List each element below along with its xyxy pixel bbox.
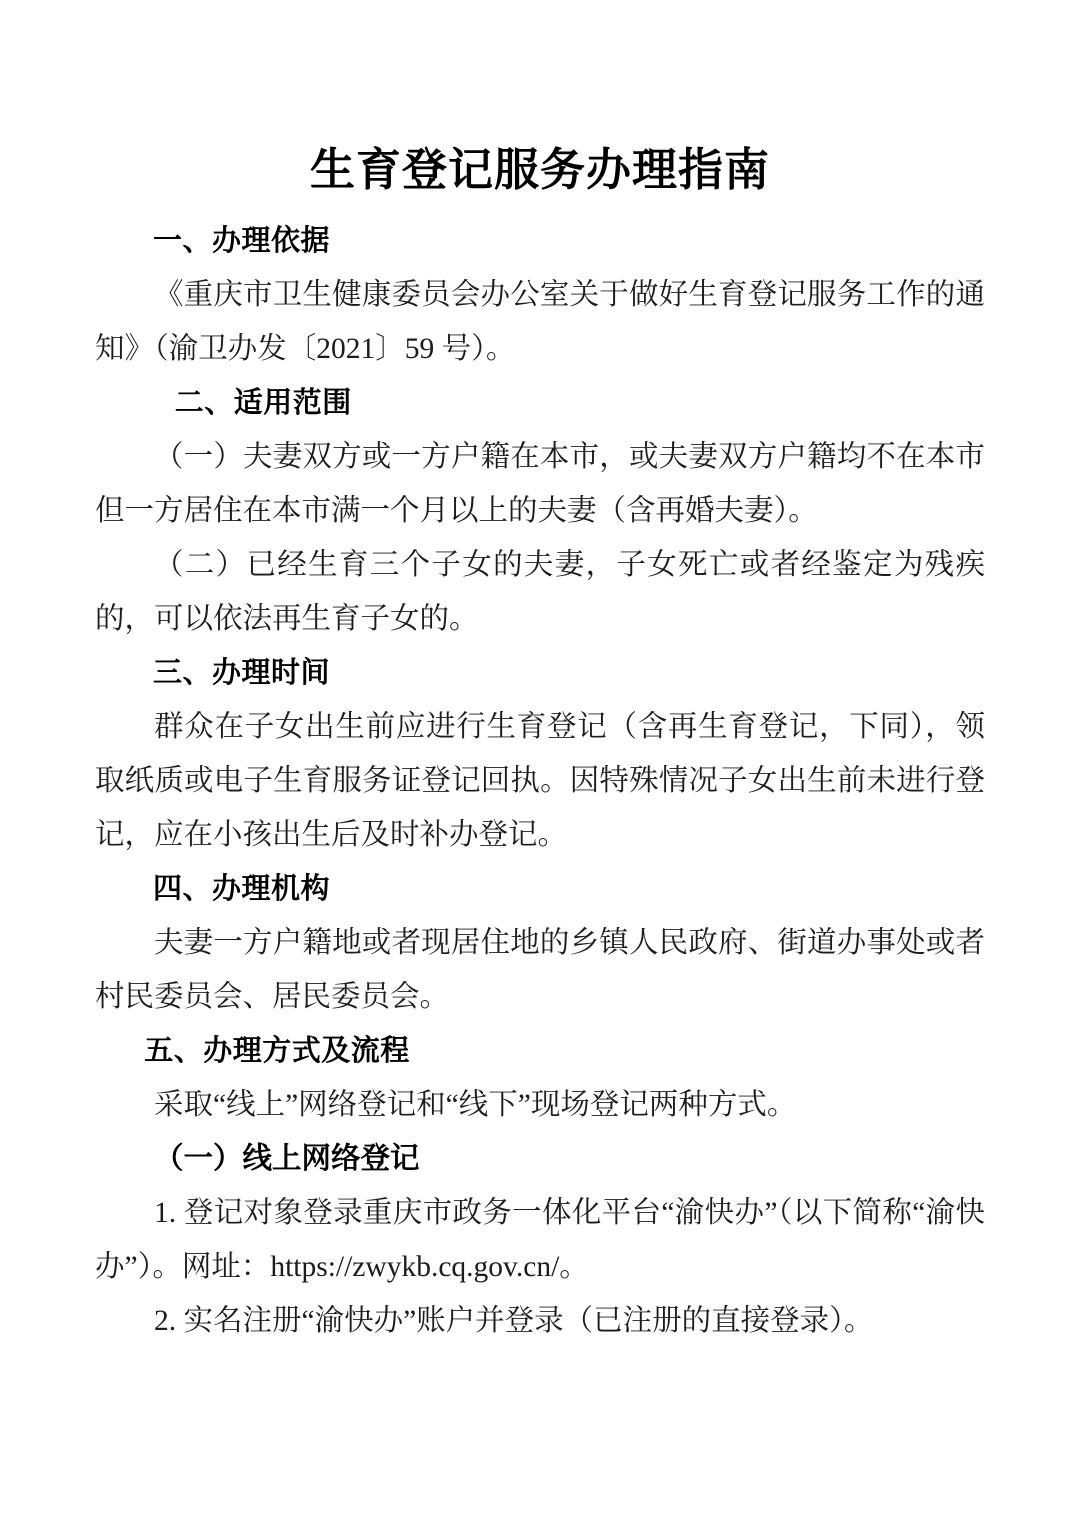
paragraph-agency: 夫妻一方户籍地或者现居住地的乡镇人民政府、街道办事处或者村民委员会、居民委员会。 [95, 927, 985, 1013]
document-title: 生育登记服务办理指南 [309, 145, 770, 195]
paragraph-time: 群众在子女出生前应进行生育登记（含再生育登记，下同），领取纸质或电子生育服务证登记回执。因特殊情况子女出生前未进行登记，应在小孩出生后及时补办登记。 [95, 711, 985, 851]
paragraph-online-step-1: 1. 登记对象登录重庆市政务一体化平台“渝快办”（以下简称“渝快办”）。网址：https://zwykb.cq.gov.cn/。 [95, 1197, 985, 1283]
paragraph-scope-1: （一）夫妻双方或一方户籍在本市，或夫妻双方户籍均不在本市但一方居住在本市满一个月以上的夫妻（含再婚夫妻）。 [95, 441, 985, 527]
section-heading-time: 三、办理时间 [153, 657, 331, 689]
section-heading-scope: 二、适用范围 [174, 387, 352, 419]
section-heading-methods: 五、办理方式及流程 [144, 1035, 410, 1067]
paragraph-methods-intro: 采取“线上”网络登记和“线下”现场登记两种方式。 [154, 1089, 797, 1121]
subsection-heading-online: （一）线上网络登记 [154, 1143, 420, 1175]
paragraph-basis: 《重庆市卫生健康委员会办公室关于做好生育登记服务工作的通知》（渝卫办发〔2021〕59 号）。 [95, 279, 985, 365]
section-heading-basis: 一、办理依据 [153, 225, 331, 257]
document-content [95, 0, 985, 1348]
paragraph-scope-2: （二）已经生育三个子女的夫妻，子女死亡或者经鉴定为残疾的，可以依法再生育子女的。 [95, 549, 985, 635]
section-heading-agency: 四、办理机构 [153, 873, 331, 905]
paragraph-online-step-2: 2. 实名注册“渝快办”账户并登录（已注册的直接登录）。 [154, 1305, 874, 1337]
